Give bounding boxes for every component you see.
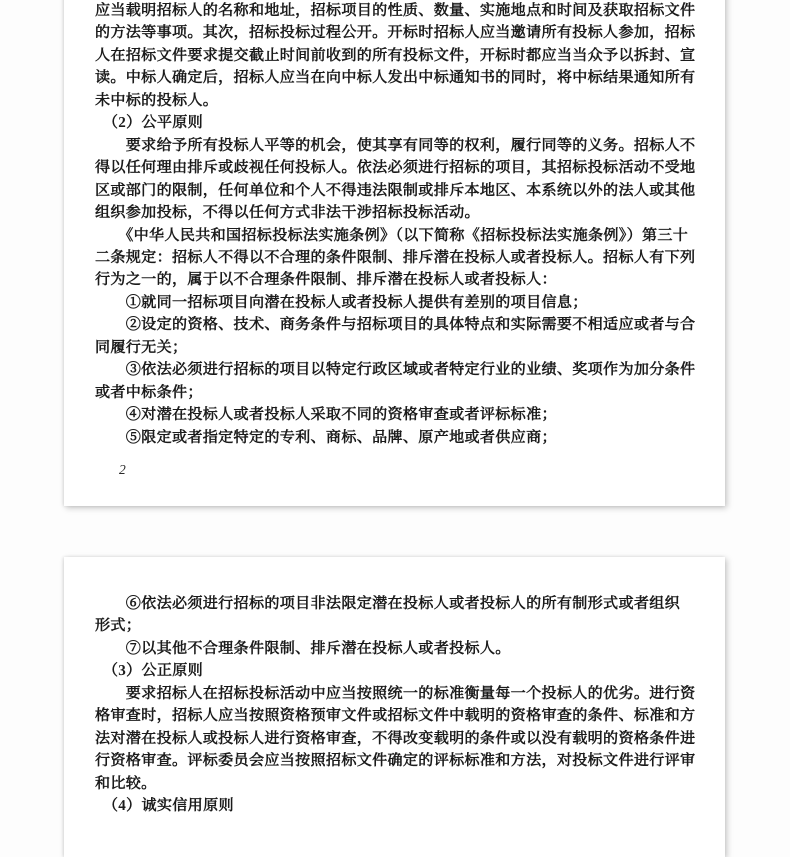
text-line: 应当载明招标人的名称和地址，招标项目的性质、数量、实施地点和时间及获取招标文件	[95, 3, 696, 19]
section-heading-line: （3）公正原则	[95, 663, 204, 680]
text-line: 的方法等事项。其次，招标投标过程公开。开标时招标人应当邀请所有投标人参加，招标	[95, 25, 696, 42]
text-line: 格审查时，招标人应当按照资格预审文件或招标文件中载明的资格审查的条件、标准和方	[95, 708, 696, 725]
text-line: 未中标的投标人。	[95, 92, 219, 109]
page-1-text-block	[95, 0, 698, 482]
list-item-line: ②设定的资格、技术、商务条件与招标项目的具体特点和实际需要不相适应或者与合	[95, 317, 696, 334]
page-number: 2	[119, 462, 126, 478]
text-line: 要求给予所有投标人平等的机会，使其享有同等的权利，履行同等的义务。招标人不	[95, 137, 696, 154]
document-page-2	[64, 557, 725, 857]
text-line: 同履行无关；	[95, 339, 188, 356]
text-line: 和比较。	[95, 775, 157, 792]
section-heading-line: （2）公平原则	[95, 115, 204, 132]
text-line: 要求招标人在招标投标活动中应当按照统一的标准衡量每一个投标人的优劣。进行资	[95, 685, 696, 702]
text-line: 或者中标条件；	[95, 384, 203, 401]
text-line: 《中华人民共和国招标投标法实施条例》（以下简称《招标投标法实施条例》）第三十	[95, 227, 689, 244]
text-line: 人在招标文件要求提交截止时间前收到的所有投标文件，开标时都应当当众予以拆封、宣	[95, 47, 696, 64]
document-page-1	[64, 0, 725, 506]
text-line: 形式；	[95, 618, 142, 635]
list-item-line: ①就同一招标项目向潜在投标人或者投标人提供有差别的项目信息；	[95, 294, 588, 311]
list-item-line: ③依法必须进行招标的项目以特定行政区域或者特定行业的业绩、奖项作为加分条件	[95, 362, 696, 379]
text-line: 区或部门的限制，任何单位和个人不得违法限制或排斥本地区、本系统以外的法人或其他	[95, 182, 696, 199]
text-line: 组织参加投标，不得以任何方式非法干涉招标投标活动。	[95, 205, 480, 222]
list-item-line: ④对潜在投标人或者投标人采取不同的资格审查或者评标标准；	[95, 407, 557, 424]
text-line: 得以任何理由排斥或歧视任何投标人。依法必须进行招标的项目，其招标投标活动不受地	[95, 160, 696, 177]
list-item-line: ⑤限定或者指定特定的专利、商标、品牌、原产地或者供应商；	[95, 429, 557, 446]
text-line: 读。中标人确定后，招标人应当在向中标人发出中标通知书的同时，将中标结果通知所有	[95, 70, 696, 87]
list-item-line: ⑥依法必须进行招标的项目非法限定潜在投标人或者投标人的所有制形式或者组织	[95, 596, 681, 612]
section-heading-line: （4）诚实信用原则	[95, 798, 234, 815]
text-line: 法对潜在投标人或投标人进行资格审查，不得改变载明的条件或以没有载明的资格条件进	[95, 730, 696, 747]
text-line: 二条规定：招标人不得以不合理的条件限制、排斥潜在投标人或者投标人。招标人有下列	[95, 249, 696, 266]
text-line: 行为之一的，属于以不合理条件限制、排斥潜在投标人或者投标人：	[95, 272, 557, 289]
list-item-line: ⑦以其他不合理条件限制、排斥潜在投标人或者投标人。	[95, 640, 511, 657]
text-line: 行资格审查。评标委员会应当按照招标文件确定的评标标准和方法，对投标文件进行评审	[95, 753, 696, 770]
page-2-text-block	[95, 557, 698, 818]
